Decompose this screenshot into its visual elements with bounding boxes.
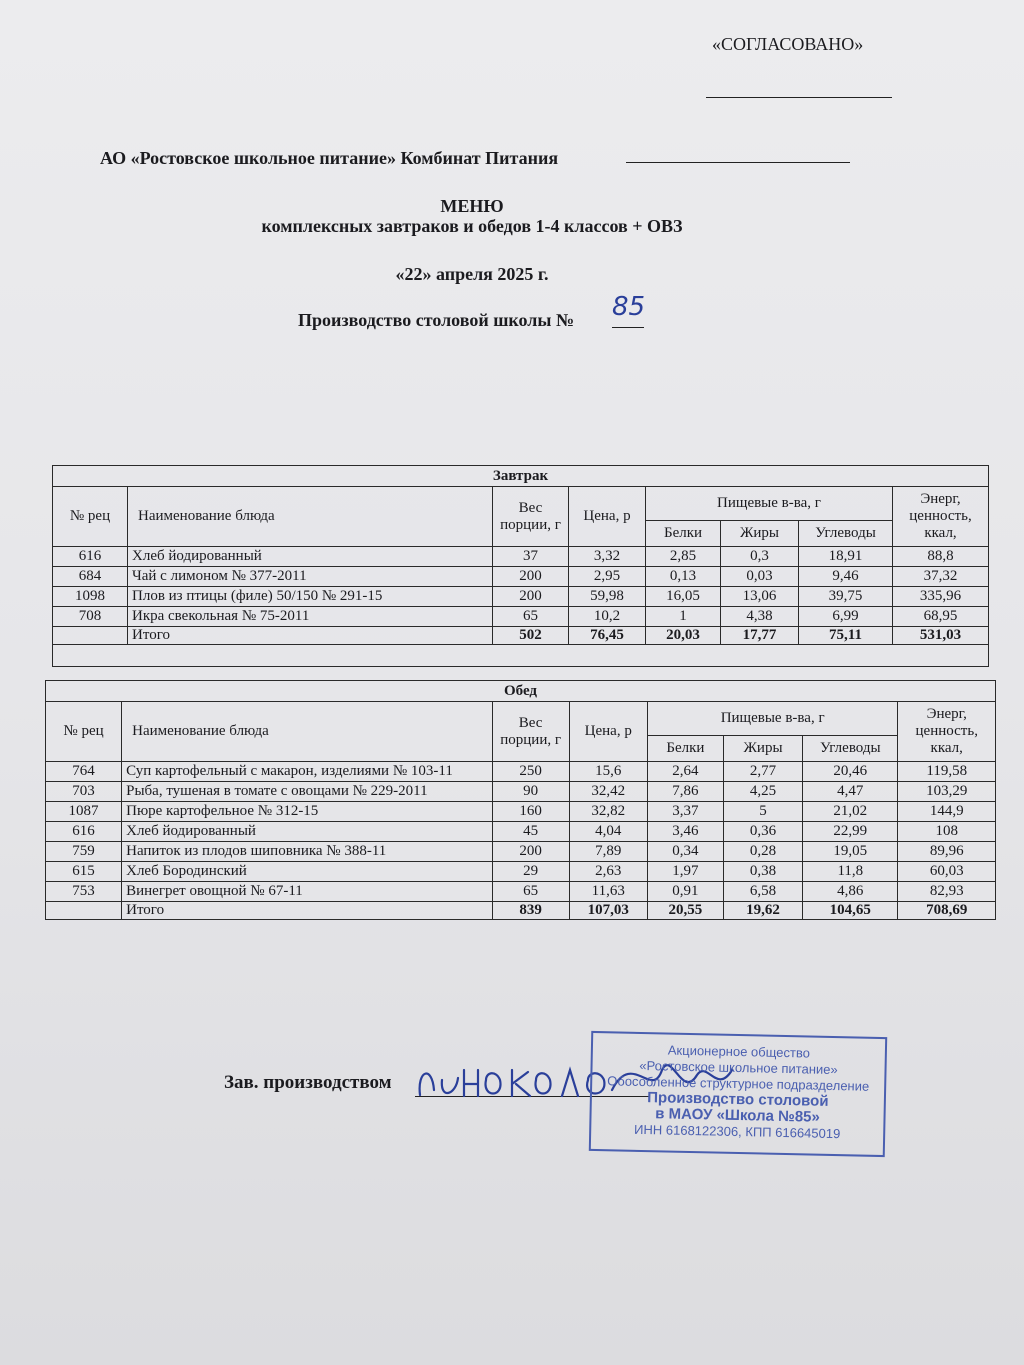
fat: 5 xyxy=(723,802,802,822)
protein: 3,37 xyxy=(647,802,723,822)
total-row xyxy=(46,902,996,920)
stamp-line: ИНН 6168122306, КПП 616645019 xyxy=(633,1121,841,1142)
price: 3,32 xyxy=(569,547,646,567)
section-title: Обед xyxy=(46,681,996,702)
fat: 0,03 xyxy=(721,567,799,587)
table-row xyxy=(46,882,996,902)
header-protein: Белки xyxy=(646,521,721,547)
document-subtitle: комплексных завтраков и обедов 1-4 классов + ОВЗ xyxy=(261,216,683,236)
dish-name: Плов из птицы (филе) 50/150 № 291-15 xyxy=(128,587,493,607)
energy: 103,29 xyxy=(898,782,996,802)
protein: 0,13 xyxy=(646,567,721,587)
table-row xyxy=(46,822,996,842)
total-carbs: 104,65 xyxy=(803,902,898,920)
header-rec-number: № рец xyxy=(53,487,128,547)
dish-name: Икра свекольная № 75-2011 xyxy=(128,607,493,627)
organization-line xyxy=(626,162,850,163)
table-row xyxy=(46,802,996,822)
total-price: 107,03 xyxy=(569,902,647,920)
price: 32,42 xyxy=(569,782,647,802)
header-energy: Энерг, ценность, ккал, xyxy=(898,702,996,762)
protein: 2,85 xyxy=(646,547,721,567)
carbs: 21,02 xyxy=(803,802,898,822)
protein: 1 xyxy=(646,607,721,627)
energy: 88,8 xyxy=(893,547,989,567)
rec-number: 684 xyxy=(53,567,128,587)
energy: 89,96 xyxy=(898,842,996,862)
energy: 68,95 xyxy=(893,607,989,627)
total-protein: 20,03 xyxy=(646,627,721,645)
protein: 16,05 xyxy=(646,587,721,607)
protein: 0,34 xyxy=(647,842,723,862)
dish-name: Винегрет овощной № 67-11 xyxy=(122,882,492,902)
carbs: 18,91 xyxy=(799,547,893,567)
approval-signature-line xyxy=(706,97,892,98)
header-price: Цена, р xyxy=(569,487,646,547)
dish-name: Хлеб Бородинский xyxy=(122,862,492,882)
section-title: Завтрак xyxy=(53,466,989,487)
header-fat: Жиры xyxy=(723,736,802,762)
header-price: Цена, р xyxy=(569,702,647,762)
rec-number: 703 xyxy=(46,782,122,802)
total-dish-name: Итого xyxy=(128,627,493,645)
total-dish-name: Итого xyxy=(122,902,492,920)
weight: 200 xyxy=(492,842,569,862)
energy: 119,58 xyxy=(898,762,996,782)
protein: 7,86 xyxy=(647,782,723,802)
stamp-line: «Ростовское школьное питание» xyxy=(639,1057,838,1078)
rec-number: 753 xyxy=(46,882,122,902)
energy: 144,9 xyxy=(898,802,996,822)
document-title: МЕНЮ xyxy=(440,196,504,216)
total-energy: 708,69 xyxy=(898,902,996,920)
carbs: 22,99 xyxy=(803,822,898,842)
rec-number: 616 xyxy=(46,822,122,842)
dish-name: Хлеб йодированный xyxy=(122,822,492,842)
total-rec-number xyxy=(53,627,128,645)
total-weight: 502 xyxy=(493,627,569,645)
rec-number: 1098 xyxy=(53,587,128,607)
fat: 6,58 xyxy=(723,882,802,902)
energy: 82,93 xyxy=(898,882,996,902)
school-label: Производство столовой школы № xyxy=(298,310,575,330)
weight: 200 xyxy=(493,587,569,607)
price: 15,6 xyxy=(569,762,647,782)
protein: 1,97 xyxy=(647,862,723,882)
table-row xyxy=(53,547,989,567)
carbs: 20,46 xyxy=(803,762,898,782)
table-row xyxy=(53,587,989,607)
school-number-handwritten: 85 xyxy=(612,292,646,322)
empty-row xyxy=(53,645,989,667)
price: 11,63 xyxy=(569,882,647,902)
organization-stamp xyxy=(589,1031,887,1157)
manager-label: Зав. производством xyxy=(224,1072,392,1093)
fat: 13,06 xyxy=(721,587,799,607)
weight: 29 xyxy=(492,862,569,882)
header-dish-name: Наименование блюда xyxy=(128,487,493,547)
carbs: 4,47 xyxy=(803,782,898,802)
dish-name: Напиток из плодов шиповника № 388-11 xyxy=(122,842,492,862)
rec-number: 759 xyxy=(46,842,122,862)
table-row xyxy=(46,862,996,882)
carbs: 39,75 xyxy=(799,587,893,607)
carbs: 11,8 xyxy=(803,862,898,882)
header-rec-number: № рец xyxy=(46,702,122,762)
table-row xyxy=(46,782,996,802)
header-carbs: Углеводы xyxy=(799,521,893,547)
lunch-table xyxy=(45,680,996,920)
header-dish-name: Наименование блюда xyxy=(122,702,492,762)
total-rec-number xyxy=(46,902,122,920)
total-fat: 17,77 xyxy=(721,627,799,645)
weight: 160 xyxy=(492,802,569,822)
rec-number: 616 xyxy=(53,547,128,567)
total-price: 76,45 xyxy=(569,627,646,645)
rec-number: 1087 xyxy=(46,802,122,822)
fat: 0,38 xyxy=(723,862,802,882)
total-weight: 839 xyxy=(492,902,569,920)
header-weight: Вес порции, г xyxy=(493,487,569,547)
carbs: 6,99 xyxy=(799,607,893,627)
header-energy: Энерг, ценность, ккал, xyxy=(893,487,989,547)
weight: 90 xyxy=(492,782,569,802)
table-row xyxy=(53,567,989,587)
price: 32,82 xyxy=(569,802,647,822)
dish-name: Рыба, тушеная в томате с овощами № 229-2011 xyxy=(122,782,492,802)
approval-mark: «СОГЛАСОВАНО» xyxy=(712,34,864,54)
header-weight: Вес порции, г xyxy=(492,702,569,762)
dish-name: Суп картофельный с макарон, изделиями № 103-11 xyxy=(122,762,492,782)
total-carbs: 75,11 xyxy=(799,627,893,645)
fat: 0,3 xyxy=(721,547,799,567)
header-nutrients: Пищевые в-ва, г xyxy=(646,487,893,521)
table-row xyxy=(46,762,996,782)
total-fat: 19,62 xyxy=(723,902,802,920)
price: 59,98 xyxy=(569,587,646,607)
weight: 37 xyxy=(493,547,569,567)
weight: 200 xyxy=(493,567,569,587)
protein: 0,91 xyxy=(647,882,723,902)
energy: 108 xyxy=(898,822,996,842)
rec-number: 764 xyxy=(46,762,122,782)
price: 4,04 xyxy=(569,822,647,842)
fat: 2,77 xyxy=(723,762,802,782)
stamp-line: Акционерное общество xyxy=(667,1042,811,1061)
carbs: 19,05 xyxy=(803,842,898,862)
fat: 4,38 xyxy=(721,607,799,627)
weight: 65 xyxy=(493,607,569,627)
dish-name: Чай с лимоном № 377-2011 xyxy=(128,567,493,587)
total-row xyxy=(53,627,989,645)
rec-number: 708 xyxy=(53,607,128,627)
breakfast-table xyxy=(52,465,989,667)
table-row xyxy=(46,842,996,862)
protein: 2,64 xyxy=(647,762,723,782)
price: 7,89 xyxy=(569,842,647,862)
organization-name: АО «Ростовское школьное питание» Комбинат Питания xyxy=(100,148,559,168)
fat: 0,28 xyxy=(723,842,802,862)
protein: 3,46 xyxy=(647,822,723,842)
fat: 4,25 xyxy=(723,782,802,802)
header-protein: Белки xyxy=(647,736,723,762)
total-protein: 20,55 xyxy=(647,902,723,920)
energy: 60,03 xyxy=(898,862,996,882)
carbs: 9,46 xyxy=(799,567,893,587)
table-row xyxy=(53,607,989,627)
energy: 335,96 xyxy=(893,587,989,607)
menu-date: «22» апреля 2025 г. xyxy=(395,264,549,284)
fat: 0,36 xyxy=(723,822,802,842)
header-fat: Жиры xyxy=(721,521,799,547)
header-carbs: Углеводы xyxy=(803,736,898,762)
school-number-line xyxy=(612,327,644,328)
stamp-line: Обособленное структурное подразделение xyxy=(607,1073,870,1094)
energy: 37,32 xyxy=(893,567,989,587)
dish-name: Пюре картофельное № 312-15 xyxy=(122,802,492,822)
weight: 45 xyxy=(492,822,569,842)
dish-name: Хлеб йодированный xyxy=(128,547,493,567)
header-nutrients: Пищевые в-ва, г xyxy=(647,702,898,736)
price: 2,63 xyxy=(569,862,647,882)
price: 10,2 xyxy=(569,607,646,627)
rec-number: 615 xyxy=(46,862,122,882)
stamp-line: Производство столовой xyxy=(647,1089,829,1110)
weight: 250 xyxy=(492,762,569,782)
carbs: 4,86 xyxy=(803,882,898,902)
price: 2,95 xyxy=(569,567,646,587)
stamp-line: в МАОУ «Школа №85» xyxy=(655,1105,821,1126)
total-energy: 531,03 xyxy=(893,627,989,645)
weight: 65 xyxy=(492,882,569,902)
